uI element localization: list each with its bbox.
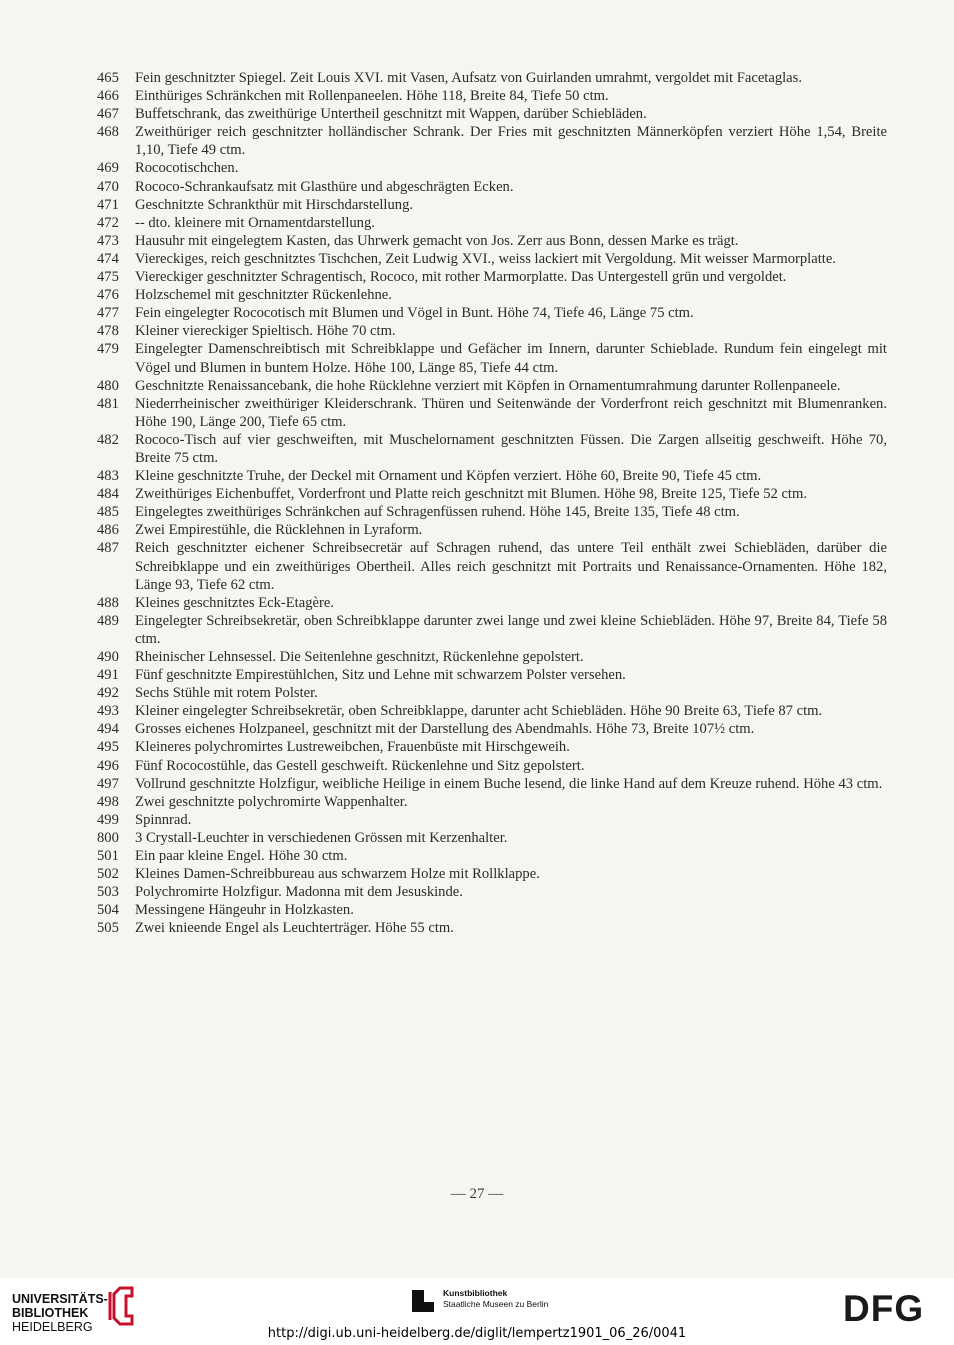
- entry-text: Spinnrad.: [135, 811, 192, 828]
- entry-number: 504: [97, 902, 119, 919]
- entry-number: 481: [97, 395, 119, 412]
- catalog-entry: [97, 919, 887, 937]
- catalog-entry: [97, 214, 887, 232]
- catalog-entry: [97, 702, 887, 720]
- entry-text: Viereckiges, reich geschnitztes Tischchen, Zeit Ludwig XVI., weiss lackiert mit Vergoldung. Mit weisser Marmorplatte.: [135, 250, 836, 267]
- entry-number: 468: [97, 124, 119, 141]
- entry-text: Zweithüriger reich geschnitzter holländischer Schrank. Der Fries mit geschnitzten Männerköpfen verziert Höhe 1,54, Breite 1,10, Tiefe 49 ctm.: [135, 124, 887, 159]
- catalog-entry: [97, 648, 887, 666]
- entry-text: Niederrheinischer zweithüriger Kleiderschrank. Thüren und Seitenwände der Vorderfront reich geschnitzt mit Blumenranken. Höhe 190, Länge 200, Tiefe 65 ctm.: [135, 395, 887, 430]
- entry-text: Geschnitzte Schrankthür mit Hirschdarstellung.: [135, 196, 414, 213]
- catalog-entry: [97, 123, 887, 159]
- page-number: — 27 —: [450, 1186, 504, 1202]
- ub-logo-line2: BIBLIOTHEK: [12, 1306, 89, 1320]
- catalog-entry: [97, 268, 887, 286]
- entry-number: 498: [97, 793, 119, 810]
- catalog-entry: [97, 829, 887, 847]
- entry-text: Eingelegter Damenschreibtisch mit Schreibklappe und Gefächer im Innern, darunter Schieblade. Rundum fein eingelegt mit Vögel und Blumen in buntem Holze. Höhe 100, Länge 85, Tiefe 44 ctm.: [135, 341, 887, 376]
- catalog-entry: [97, 720, 887, 738]
- entry-text: Fünf geschnitzte Empirestühlchen, Sitz und Lehne mit schwarzem Polster versehen.: [135, 667, 626, 684]
- entry-number: 502: [97, 866, 119, 883]
- entry-number: 465: [97, 70, 119, 86]
- catalog-entry: [97, 865, 887, 883]
- catalog-entry: [97, 757, 887, 775]
- catalog-entry: [97, 503, 887, 521]
- entry-number: 471: [97, 196, 119, 213]
- entry-text: Eingelegter Schreibsekretär, oben Schreibklappe darunter zwei lange und zwei kleine Schiebläden. Höhe 97, Breite 84, Tiefe 58 ctm.: [135, 612, 887, 647]
- catalog-entry: [97, 883, 887, 901]
- catalog-entry: [97, 395, 887, 431]
- entry-number: 495: [97, 739, 119, 756]
- catalog-entry: [97, 684, 887, 702]
- catalog-entry: [97, 485, 887, 503]
- entry-number: 484: [97, 486, 119, 503]
- entry-number: 493: [97, 703, 119, 720]
- entry-text: Vollrund geschnitzte Holzfigur, weibliche Heilige in einem Buche lesend, die linke Hand auf dem Kreuze ruhend. Höhe 43 ctm.: [135, 775, 883, 792]
- entry-number: 479: [97, 341, 119, 358]
- catalog-entry: [97, 340, 887, 376]
- kunstbibliothek-logo[interactable]: [443, 1288, 548, 1310]
- entry-number: 470: [97, 178, 119, 195]
- entry-text: Rococo-Schrankaufsatz mit Glasthüre und abgeschrägten Ecken.: [135, 178, 514, 195]
- dfg-logo[interactable]: DFG: [843, 1288, 925, 1329]
- catalog-entry: [97, 178, 887, 196]
- entry-number: 480: [97, 377, 119, 394]
- catalog-entry: [97, 286, 887, 304]
- entry-number: 477: [97, 305, 119, 322]
- entry-number: 482: [97, 431, 119, 448]
- catalog-entry: [97, 539, 887, 593]
- entry-number: 487: [97, 540, 119, 557]
- entry-text: Grosses eichenes Holzpaneel, geschnitzt mit der Darstellung des Abendmahls. Höhe 73, Breite 107½ ctm.: [135, 721, 755, 738]
- entry-text: Rococotischchen.: [135, 160, 239, 177]
- catalog-entry: [97, 322, 887, 340]
- entry-text: Rheinischer Lehnsessel. Die Seitenlehne geschnitzt, Rückenlehne gepolstert.: [135, 649, 584, 665]
- catalog-entry: [97, 87, 887, 105]
- entry-text: Kleines Damen-Schreibbureau aus schwarzem Holze mit Rollklappe.: [135, 866, 540, 883]
- entry-text: Sechs Stühle mit rotem Polster.: [135, 685, 318, 702]
- entry-number: 505: [97, 920, 119, 937]
- catalog-entry: [97, 159, 887, 177]
- entry-number: 490: [97, 649, 119, 665]
- catalog-entry: [97, 594, 887, 612]
- entry-number: 503: [97, 884, 119, 901]
- entry-number: 501: [97, 848, 119, 865]
- entry-text: Zwei Empirestühle, die Rücklehnen in Lyraform.: [135, 522, 423, 539]
- footer-bar: [0, 1278, 954, 1345]
- entry-number: 476: [97, 287, 119, 304]
- kunstbibliothek-icon: [410, 1288, 436, 1314]
- entry-text: Zwei geschnitzte polychromirte Wappenhalter.: [135, 793, 408, 810]
- entry-number: 491: [97, 667, 119, 684]
- entry-text: Polychromirte Holzfigur. Madonna mit dem Jesuskinde.: [135, 884, 463, 901]
- catalog-entry: [97, 738, 887, 756]
- entry-text: Zweithüriges Eichenbuffet, Vorderfront und Platte reich geschnitzt mit Blumen. Höhe 98, Breite 125, Tiefe 52 ctm.: [135, 486, 807, 503]
- catalog-entry: [97, 612, 887, 648]
- entry-number: 492: [97, 685, 119, 702]
- entry-text: Fein geschnitzter Spiegel. Zeit Louis XVI. mit Vasen, Aufsatz von Guirlanden umrahmt, vergoldet mit Facetaglas.: [135, 70, 802, 86]
- entry-text: Holzschemel mit geschnitzter Rückenlehne.: [135, 287, 392, 304]
- entry-text: Kleiner eingelegter Schreibsekretär, oben Schreibklappe, darunter acht Schiebläden. Höhe 90 Breite 63, Tiefe 87 ctm.: [135, 703, 823, 720]
- entry-number: 475: [97, 269, 119, 286]
- entry-number: 486: [97, 522, 119, 539]
- entry-number: 488: [97, 594, 119, 611]
- catalog-entry: [97, 377, 887, 395]
- catalog-entry: [97, 196, 887, 214]
- entry-text: Messingene Hängeuhr in Holzkasten.: [135, 902, 354, 919]
- entry-number: 485: [97, 504, 119, 521]
- catalog-entry: [97, 105, 887, 123]
- entry-text: Kleiner viereckiger Spieltisch. Höhe 70 ctm.: [135, 323, 396, 340]
- entry-number: 483: [97, 468, 119, 485]
- entry-number: 478: [97, 323, 119, 340]
- catalog-entry: [97, 847, 887, 865]
- catalog-entry: [97, 69, 887, 87]
- catalog-entry: [97, 304, 887, 322]
- ub-logo-line3: HEIDELBERG: [12, 1320, 93, 1334]
- entry-number: 466: [97, 88, 119, 105]
- entry-number: 469: [97, 160, 119, 177]
- entry-text: Ein paar kleine Engel. Höhe 30 ctm.: [135, 848, 348, 865]
- kb-logo-line1: Kunstbibliothek: [443, 1288, 508, 1298]
- entry-number: 467: [97, 106, 119, 123]
- entry-number: 496: [97, 757, 119, 774]
- entry-number: 499: [97, 811, 119, 828]
- entry-text: Buffetschrank, das zweithürige Untertheil geschnitzt mit Wappen, darüber Schiebläden.: [135, 106, 647, 123]
- kb-logo-line2: Staatliche Museen zu Berlin: [443, 1299, 549, 1309]
- entry-text: Fein eingelegter Rococotisch mit Blumen und Vögel in Bunt. Höhe 74, Tiefe 46, Länge 75 ctm.: [135, 305, 694, 322]
- source-url-link[interactable]: http://digi.ub.uni-heidelberg.de/diglit/lempertz1901_06_26/0041: [267, 1326, 687, 1341]
- catalog-entry: [97, 467, 887, 485]
- catalog-entry: [97, 521, 887, 539]
- catalog-entries: [97, 69, 887, 938]
- catalog-entry: [97, 811, 887, 829]
- entry-text: Geschnitzte Renaissancebank, die hohe Rücklehne verziert mit Köpfen in Ornamentumrahmung darunter Rollenpaneele.: [135, 377, 841, 394]
- entry-text: Eingelegtes zweithüriges Schränkchen auf Schragenfüssen ruhend. Höhe 145, Breite 135, Tiefe 48 ctm.: [135, 504, 740, 521]
- entry-text: -- dto. kleinere mit Ornamentdarstellung.: [135, 214, 375, 231]
- catalog-entry: [97, 901, 887, 919]
- entry-text: Fünf Rococostühle, das Gestell geschweift. Rückenlehne und Sitz gepolstert.: [135, 757, 585, 774]
- entry-number: 472: [97, 214, 119, 231]
- catalog-entry: [97, 250, 887, 268]
- catalog-entry: [97, 793, 887, 811]
- catalog-entry: [97, 431, 887, 467]
- entry-text: Kleineres polychromirtes Lustreweibchen, Frauenbüste mit Hirschgeweih.: [135, 739, 570, 756]
- entry-number: 473: [97, 232, 119, 249]
- entry-text: Zwei knieende Engel als Leuchterträger. Höhe 55 ctm.: [135, 920, 454, 937]
- ub-emblem-icon: [106, 1286, 134, 1326]
- catalog-entry: [97, 775, 887, 793]
- entry-text: Kleine geschnitzte Truhe, der Deckel mit Ornament und Köpfen verziert. Höhe 60, Breite 90, Tiefe 45 ctm.: [135, 468, 762, 485]
- entry-number: 494: [97, 721, 119, 738]
- catalog-entry: [97, 232, 887, 250]
- entry-text: Kleines geschnitztes Eck-Etagère.: [135, 594, 334, 611]
- entry-number: 474: [97, 250, 119, 267]
- entry-text: Rococo-Tisch auf vier geschweiften, mit Muschelornament geschnitzten Füssen. Die Zargen allseitig geschweift. Höhe 70, Breite 75 ctm.: [135, 431, 887, 466]
- ub-logo-line1: UNIVERSITÄTS-: [12, 1292, 108, 1306]
- entry-text: Hausuhr mit eingelegtem Kasten, das Uhrwerk gemacht von Jos. Zerr aus Bonn, dessen Marke es trägt.: [135, 232, 739, 249]
- entry-text: Reich geschnitzter eichener Schreibsecretär auf Schragen ruhend, das untere Teil enthält zwei Schiebläden, darüber die Schreibklappe und ein zweithüriges Obertheil. Alles reich geschnitzt mit Portraits und Renaissance-Ornamenten. Höhe 182, Länge 93, Tiefe 62 ctm.: [135, 540, 887, 593]
- entry-number: 489: [97, 612, 119, 629]
- entry-text: Einthüriges Schränkchen mit Rollenpaneelen. Höhe 118, Breite 84, Tiefe 50 ctm.: [135, 88, 609, 105]
- entry-text: 3 Crystall-Leuchter in verschiedenen Grössen mit Kerzenhalter.: [135, 829, 508, 846]
- catalog-entry: [97, 666, 887, 684]
- entry-text: Viereckiger geschnitzter Schragentisch, Rococo, mit rother Marmorplatte. Das Untergestell grün und vergoldet.: [135, 269, 787, 286]
- entry-number: 800: [97, 829, 119, 846]
- entry-number: 497: [97, 775, 119, 792]
